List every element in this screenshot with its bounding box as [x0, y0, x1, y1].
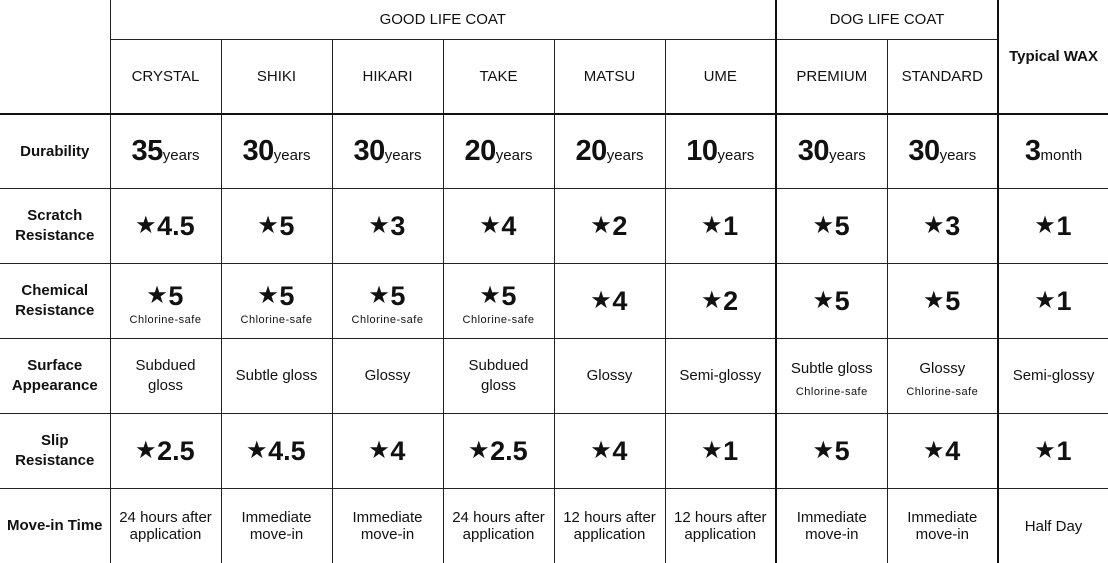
rating: [222, 281, 332, 311]
star-icon: ★: [814, 214, 833, 237]
star-icon: ★: [259, 284, 278, 307]
slip-rating-cell: [110, 414, 221, 489]
surface-text: gloss: [111, 376, 221, 396]
star-icon: ★: [370, 439, 389, 462]
star-icon: ★: [481, 284, 500, 307]
chemical-rating-cell: [887, 264, 998, 339]
movein-text: 12 hours after: [555, 509, 665, 526]
surface-cell: [887, 339, 998, 414]
star-icon: ★: [592, 289, 611, 312]
product-header: CRYSTAL: [110, 40, 221, 115]
product-header: UME: [665, 40, 776, 115]
product-header: MATSU: [554, 40, 665, 115]
chemical-rating-cell: [776, 264, 887, 339]
surface-text: gloss: [444, 376, 554, 396]
rating-value: 1: [1056, 211, 1071, 241]
durability-cell: [443, 114, 554, 189]
rating-value: 5: [945, 286, 960, 316]
movein-text: application: [111, 526, 221, 543]
row-label-line: Resistance: [15, 302, 94, 319]
movein-cell: [665, 489, 776, 563]
star-icon: ★: [702, 214, 721, 237]
rating: [111, 281, 221, 311]
rating: [555, 211, 665, 241]
slip-rating-cell: [554, 414, 665, 489]
surface-text: Glossy: [555, 366, 665, 386]
surface-cell: [221, 339, 332, 414]
surface-cell: [998, 339, 1108, 414]
scratch-rating-cell: [110, 189, 221, 264]
row-label-durability: Durability: [0, 114, 110, 189]
product-header: TAKE: [443, 40, 554, 115]
star-icon: ★: [1036, 439, 1055, 462]
durability-cell: [665, 114, 776, 189]
chemical-rating-cell: [554, 264, 665, 339]
chemical-rating-cell: [665, 264, 776, 339]
durability-value: 20: [576, 135, 607, 167]
slip-rating-cell: [776, 414, 887, 489]
star-icon: ★: [469, 439, 488, 462]
durability-unit: years: [940, 147, 977, 164]
product-header: PREMIUM: [776, 40, 887, 115]
durability-unit: years: [829, 147, 866, 164]
surface-text: Glossy: [888, 359, 998, 379]
rating: [999, 211, 1108, 241]
rating: [777, 436, 887, 466]
movein-text: Half Day: [999, 518, 1108, 535]
rating-value: 4: [945, 436, 960, 466]
rating-value: 5: [501, 281, 516, 311]
surface-text: Semi-glossy: [999, 366, 1108, 386]
row-label-surface: [0, 339, 110, 414]
movein-text: Immediate: [222, 509, 332, 526]
star-icon: ★: [481, 214, 500, 237]
durability-value: 20: [465, 135, 496, 167]
movein-text: move-in: [888, 526, 998, 543]
rating-value: 2: [723, 286, 738, 316]
rating-value: 5: [168, 281, 183, 311]
group-dog-life-coat: DOG LIFE COAT: [776, 0, 998, 40]
scratch-rating-cell: [443, 189, 554, 264]
durability-value: 3: [1025, 135, 1041, 167]
row-label-line: Resistance: [15, 227, 94, 244]
rating: [444, 211, 554, 241]
star-icon: ★: [370, 284, 389, 307]
durability-cell: [776, 114, 887, 189]
chlorine-safe-note: Chlorine-safe: [777, 385, 887, 399]
rating: [888, 436, 998, 466]
group-typical-wax: Typical WAX: [998, 0, 1108, 114]
surface-cell: [776, 339, 887, 414]
star-icon: ★: [924, 439, 943, 462]
star-icon: ★: [592, 439, 611, 462]
durability-unit: years: [274, 147, 311, 164]
row-label-chemical: [0, 264, 110, 339]
row-label-slip: [0, 414, 110, 489]
chlorine-safe-note: Chlorine-safe: [444, 313, 554, 327]
rating-value: 5: [279, 211, 294, 241]
movein-cell: [332, 489, 443, 563]
rating-value: 4: [612, 286, 627, 316]
rating: [888, 211, 998, 241]
scratch-rating-cell: [887, 189, 998, 264]
rating-value: 4: [501, 211, 516, 241]
movein-text: application: [666, 526, 776, 543]
product-header: HIKARI: [332, 40, 443, 115]
star-icon: ★: [1036, 214, 1055, 237]
row-label-line: Appearance: [12, 377, 98, 394]
rating: [111, 436, 221, 466]
rating: [333, 436, 443, 466]
row-label-line: Scratch: [27, 207, 82, 224]
chemical-rating-cell: [443, 264, 554, 339]
rating: [333, 281, 443, 311]
product-header: SHIKI: [221, 40, 332, 115]
star-icon: ★: [702, 289, 721, 312]
durability-cell: [554, 114, 665, 189]
rating-value: 4: [612, 436, 627, 466]
durability-unit: years: [385, 147, 422, 164]
rating-value: 5: [835, 436, 850, 466]
rating-value: 1: [1056, 436, 1071, 466]
durability-unit: years: [718, 147, 755, 164]
movein-cell: [221, 489, 332, 563]
movein-text: 24 hours after: [444, 509, 554, 526]
chlorine-safe-note: Chlorine-safe: [111, 313, 221, 327]
row-movein: [0, 489, 1108, 563]
movein-text: 12 hours after: [666, 509, 776, 526]
movein-cell: [554, 489, 665, 563]
surface-cell: [443, 339, 554, 414]
star-icon: ★: [814, 439, 833, 462]
surface-cell: [332, 339, 443, 414]
rating-value: 4: [390, 436, 405, 466]
product-header: STANDARD: [887, 40, 998, 115]
star-icon: ★: [136, 439, 155, 462]
surface-cell: [110, 339, 221, 414]
durability-value: 10: [686, 135, 717, 167]
rating-value: 1: [723, 436, 738, 466]
row-chemical: [0, 264, 1108, 339]
surface-text: Subdued: [444, 356, 554, 376]
chlorine-safe-note: Chlorine-safe: [222, 313, 332, 327]
slip-rating-cell: [665, 414, 776, 489]
row-slip: [0, 414, 1108, 489]
row-label-scratch: [0, 189, 110, 264]
scratch-rating-cell: [998, 189, 1108, 264]
rating-value: 5: [279, 281, 294, 311]
surface-text: Semi-glossy: [666, 366, 776, 386]
star-icon: ★: [702, 439, 721, 462]
rating: [777, 286, 887, 316]
surface-text: Subtle gloss: [777, 359, 887, 379]
rating-value: 5: [390, 281, 405, 311]
durability-value: 35: [132, 135, 163, 167]
row-label-line: Surface: [27, 357, 82, 374]
slip-rating-cell: [443, 414, 554, 489]
chemical-rating-cell: [998, 264, 1108, 339]
rating: [555, 286, 665, 316]
rating: [222, 211, 332, 241]
rating: [999, 436, 1108, 466]
movein-cell: [998, 489, 1108, 563]
scratch-rating-cell: [332, 189, 443, 264]
row-surface: [0, 339, 1108, 414]
scratch-rating-cell: [221, 189, 332, 264]
durability-value: 30: [908, 135, 939, 167]
surface-cell: [665, 339, 776, 414]
movein-text: application: [444, 526, 554, 543]
durability-cell: [221, 114, 332, 189]
star-icon: ★: [259, 214, 278, 237]
movein-cell: [443, 489, 554, 563]
star-icon: ★: [592, 214, 611, 237]
rating-value: 1: [1056, 286, 1071, 316]
rating: [888, 286, 998, 316]
row-scratch: [0, 189, 1108, 264]
star-icon: ★: [924, 214, 943, 237]
surface-text: Glossy: [333, 366, 443, 386]
chemical-rating-cell: [332, 264, 443, 339]
star-icon: ★: [924, 289, 943, 312]
rating-value: 1: [723, 211, 738, 241]
surface-text: Subtle gloss: [222, 366, 332, 386]
movein-text: 24 hours after: [111, 509, 221, 526]
movein-text: Immediate: [888, 509, 998, 526]
durability-value: 30: [243, 135, 274, 167]
slip-rating-cell: [887, 414, 998, 489]
star-icon: ★: [370, 214, 389, 237]
movein-cell: [887, 489, 998, 563]
rating: [222, 436, 332, 466]
movein-cell: [110, 489, 221, 563]
scratch-rating-cell: [554, 189, 665, 264]
rating: [444, 436, 554, 466]
slip-rating-cell: [998, 414, 1108, 489]
rating-value: 5: [835, 211, 850, 241]
movein-cell: [776, 489, 887, 563]
chlorine-safe-note: Chlorine-safe: [888, 385, 998, 399]
durability-unit: years: [163, 147, 200, 164]
rating: [666, 286, 776, 316]
movein-text: Immediate: [333, 509, 443, 526]
surface-cell: [554, 339, 665, 414]
rating: [111, 211, 221, 241]
rating: [777, 211, 887, 241]
star-icon: ★: [247, 439, 266, 462]
durability-unit: years: [607, 147, 644, 164]
slip-rating-cell: [332, 414, 443, 489]
rating-value: 4.5: [157, 211, 195, 241]
star-icon: ★: [814, 289, 833, 312]
group-good-life-coat: GOOD LIFE COAT: [110, 0, 776, 40]
row-label-line: Slip: [41, 432, 69, 449]
movein-text: Immediate: [777, 509, 887, 526]
rating: [444, 281, 554, 311]
rating: [333, 211, 443, 241]
movein-text: move-in: [777, 526, 887, 543]
rating-value: 4.5: [268, 436, 306, 466]
movein-text: move-in: [333, 526, 443, 543]
chemical-rating-cell: [221, 264, 332, 339]
rating-value: 2.5: [157, 436, 195, 466]
scratch-rating-cell: [665, 189, 776, 264]
chemical-rating-cell: [110, 264, 221, 339]
movein-text: move-in: [222, 526, 332, 543]
row-label-line: Chemical: [21, 282, 88, 299]
durability-unit: years: [496, 147, 533, 164]
row-durability: [0, 114, 1108, 189]
star-icon: ★: [1036, 289, 1055, 312]
slip-rating-cell: [221, 414, 332, 489]
durability-cell: [998, 114, 1108, 189]
movein-text: application: [555, 526, 665, 543]
rating-value: 2: [612, 211, 627, 241]
durability-value: 30: [354, 135, 385, 167]
star-icon: ★: [148, 284, 167, 307]
rating: [666, 436, 776, 466]
rating: [999, 286, 1108, 316]
rating-value: 3: [390, 211, 405, 241]
rating-value: 5: [835, 286, 850, 316]
rating: [666, 211, 776, 241]
durability-cell: [887, 114, 998, 189]
rating: [555, 436, 665, 466]
scratch-rating-cell: [776, 189, 887, 264]
durability-unit: month: [1041, 147, 1083, 164]
corner-cell: [0, 0, 110, 114]
row-label-line: Resistance: [15, 452, 94, 469]
rating-value: 2.5: [490, 436, 528, 466]
durability-cell: [110, 114, 221, 189]
rating-value: 3: [945, 211, 960, 241]
row-label-movein: Move-in Time: [0, 489, 110, 563]
chlorine-safe-note: Chlorine-safe: [333, 313, 443, 327]
durability-cell: [332, 114, 443, 189]
durability-value: 30: [798, 135, 829, 167]
star-icon: ★: [136, 214, 155, 237]
surface-text: Subdued: [111, 356, 221, 376]
